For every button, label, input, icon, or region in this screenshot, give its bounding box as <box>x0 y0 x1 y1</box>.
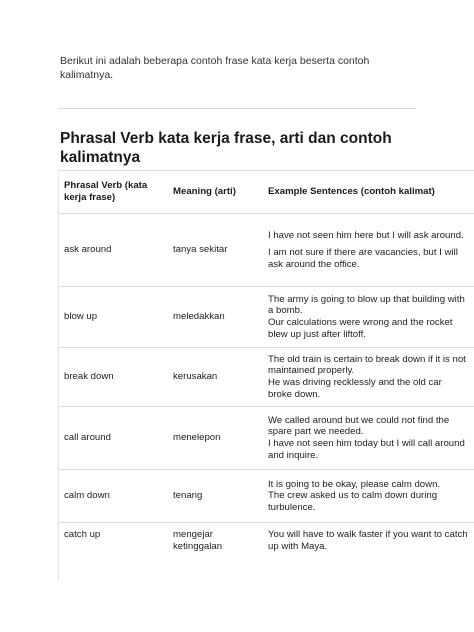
page-title: Phrasal Verb kata kerja frase, arti dan contoh kalimatnya <box>60 130 392 166</box>
example-sentence: I have not seen him here but I will ask around. <box>268 229 464 241</box>
meaning-cell: tanya sekitar <box>167 214 262 287</box>
divider <box>58 108 416 109</box>
example-cell <box>262 523 474 586</box>
example-sentence: It is going to be okay, please calm down. <box>268 478 441 490</box>
header-meaning: Meaning (arti) <box>167 171 262 214</box>
table-row <box>58 407 474 470</box>
header-phrasal-verb: Phrasal Verb (kata kerja frase) <box>58 171 167 214</box>
table-row <box>58 348 474 407</box>
phrasal-verb-cell: call around <box>58 407 167 470</box>
table-row <box>58 214 474 287</box>
example-cell <box>262 214 474 287</box>
example-cell <box>262 287 474 348</box>
phrasal-verb-cell: calm down <box>58 470 167 523</box>
header-example-sentences: Example Sentences (contoh kalimat) <box>262 171 474 214</box>
table-header-row <box>58 171 474 214</box>
example-cell <box>262 348 474 407</box>
meaning-cell: menelepon <box>167 407 262 470</box>
phrasal-verb-cell: ask around <box>58 214 167 287</box>
example-sentence: The crew asked us to calm down during turbulence. <box>268 490 438 513</box>
example-sentence: We called around but we could not find the spare part we needed. <box>268 414 450 438</box>
meaning-cell: tenang <box>167 470 262 523</box>
meaning-cell: meledakkan <box>167 287 262 348</box>
example-sentence: Our calculations were wrong and the rocket blew up just after liftoff. <box>268 317 453 340</box>
phrasal-verb-cell: break down <box>58 348 167 407</box>
example-cell <box>262 407 474 470</box>
phrasal-verb-cell: catch up <box>64 529 101 540</box>
table-row <box>58 523 474 586</box>
meaning-cell: kerusakan <box>167 348 262 407</box>
phrasal-verb-table <box>58 170 474 585</box>
example-sentence: The army is going to blow up that building with a bomb. <box>268 293 465 317</box>
table-row <box>58 470 474 523</box>
meaning-cell: mengejar ketinggalan <box>173 529 223 552</box>
example-sentence: He was driving recklessly and the old car broke down. <box>268 377 442 400</box>
table-row <box>58 287 474 348</box>
example-sentence: I am not sure if there are vacancies, but I will ask around the office. <box>268 247 458 270</box>
example-sentence: The old train is certain to break down if it is not maintained properly. <box>268 353 466 377</box>
phrasal-verb-cell: blow up <box>58 287 167 348</box>
example-sentence: You will have to walk faster if you want to catch up with Maya. <box>268 529 468 552</box>
example-sentence: I have not seen him today but I will call around and inquire. <box>268 438 465 461</box>
intro-text: Berikut ini adalah beberapa contoh frase kata kerja beserta contoh kalimatnya. <box>60 55 370 81</box>
example-cell <box>262 470 474 523</box>
